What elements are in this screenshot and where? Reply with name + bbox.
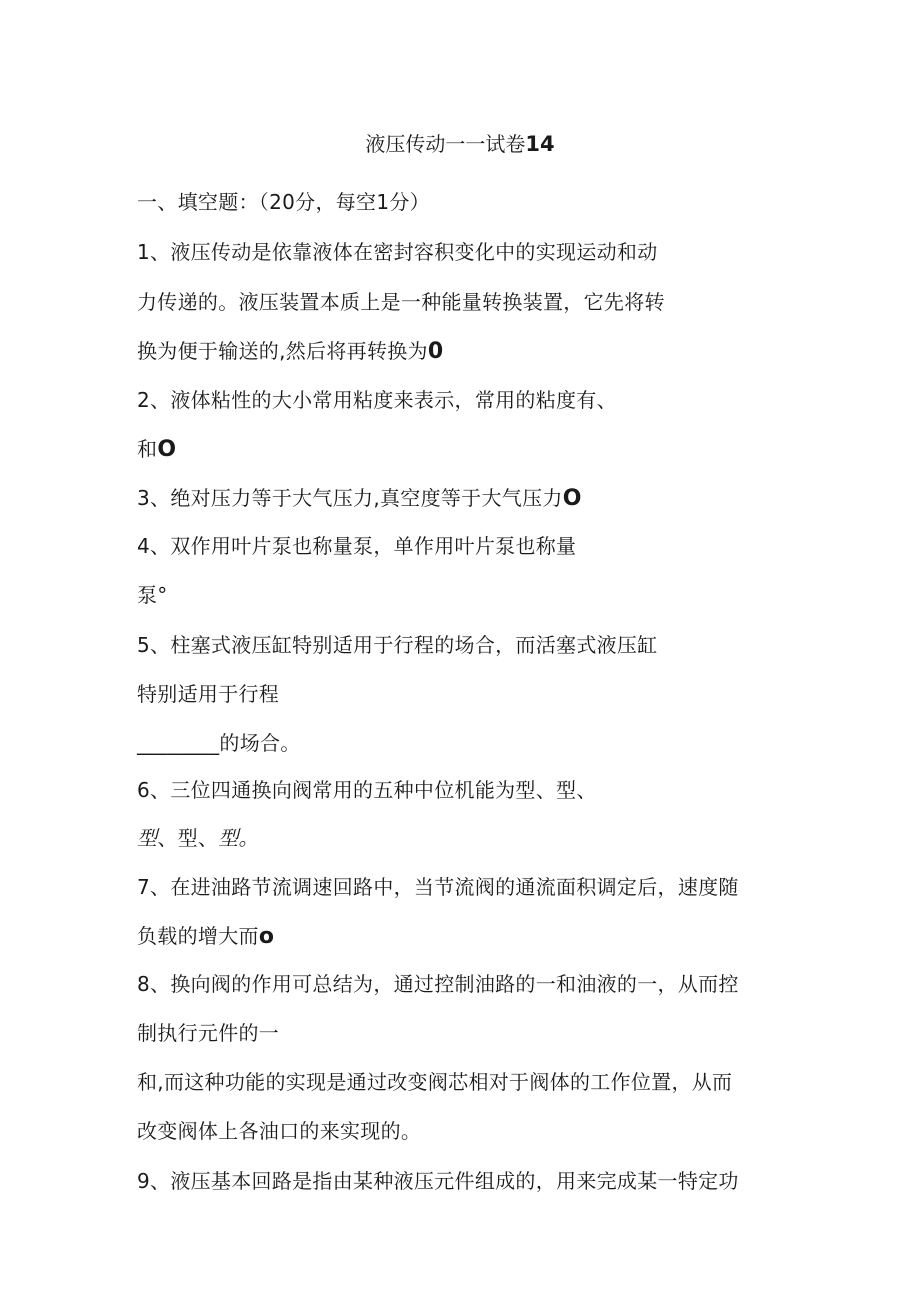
line-text: 制执行元件的一 [137, 1021, 280, 1045]
text-line [137, 337, 443, 366]
text-line [137, 824, 259, 852]
text-line [137, 484, 582, 513]
text-line [137, 532, 576, 560]
text-line [137, 776, 597, 804]
text-line [137, 970, 739, 998]
line-tail: O [562, 486, 582, 511]
line-text: 1、液压传动是依靠液体在密封容积变化中的实现运动和动 [137, 240, 658, 264]
text-line [137, 1117, 421, 1145]
text-line [137, 680, 279, 708]
line-text: ________的场合。 [137, 731, 301, 755]
line-text: 改变阀体上各油口的来实现的。 [137, 1119, 422, 1143]
text-line [137, 581, 168, 609]
line-text: 和 [137, 437, 158, 461]
text-line [137, 922, 274, 951]
section-heading-text: 一、填空题：（20分，每空1分） [137, 190, 430, 214]
line-text: 6、三位四通换向阀常用的五种中位机能为型、型、 [137, 778, 597, 802]
text-line [137, 1167, 739, 1195]
line-text: 5、柱塞式液压缸特别适用于行程的场合，而活塞式液压缸 [137, 633, 658, 657]
line-tail: O [157, 437, 177, 462]
line-text: 泵° [137, 583, 168, 607]
line-text: 负载的增大而 [137, 924, 259, 948]
line-text: 7、在进油路节流调速回路中，当节流阀的通流面积调定后，速度随 [137, 875, 739, 899]
title-text: 液压传动一一试卷 [365, 132, 526, 156]
title-number: 14 [525, 132, 555, 156]
section-heading [137, 188, 430, 216]
text-line [137, 288, 665, 316]
text-line [137, 729, 301, 757]
line-text: 特别适用于行程 [137, 682, 280, 706]
text-line [137, 1068, 732, 1096]
text-line [137, 1019, 279, 1047]
text-line [137, 435, 176, 464]
line-text: 2、液体粘性的大小常用粘度来表示，常用的粘度有、 [137, 388, 617, 412]
line-text-italic: 型 [137, 826, 158, 850]
text-line [137, 873, 739, 901]
line-text: 和,而这种功能的实现是通过改变阀芯相对于阀体的工作位置，从而 [137, 1070, 733, 1094]
line-text: 3、绝对压力等于大气压力,真空度等于大气压力 [137, 486, 563, 510]
text-line [137, 238, 658, 266]
line-text: 9、液压基本回路是指由某种液压元件组成的，用来完成某一特定功 [137, 1169, 739, 1193]
line-text-italic: 型。 [218, 826, 259, 850]
line-tail: 0 [427, 339, 444, 364]
line-text: 8、换向阀的作用可总结为，通过控制油路的一和油液的一，从而控 [137, 972, 739, 996]
line-text: 换为便于输送的,然后将再转换为 [137, 339, 428, 363]
line-text: 力传递的。液压装置本质上是一种能量转换装置，它先将转 [137, 290, 665, 314]
line-text: 4、双作用叶片泵也称量泵，单作用叶片泵也称量 [137, 534, 577, 558]
text-line [137, 631, 658, 659]
text-line [137, 386, 617, 414]
line-text: 、型、 [157, 826, 219, 850]
line-tail: o [258, 924, 275, 949]
page-title [0, 130, 920, 158]
